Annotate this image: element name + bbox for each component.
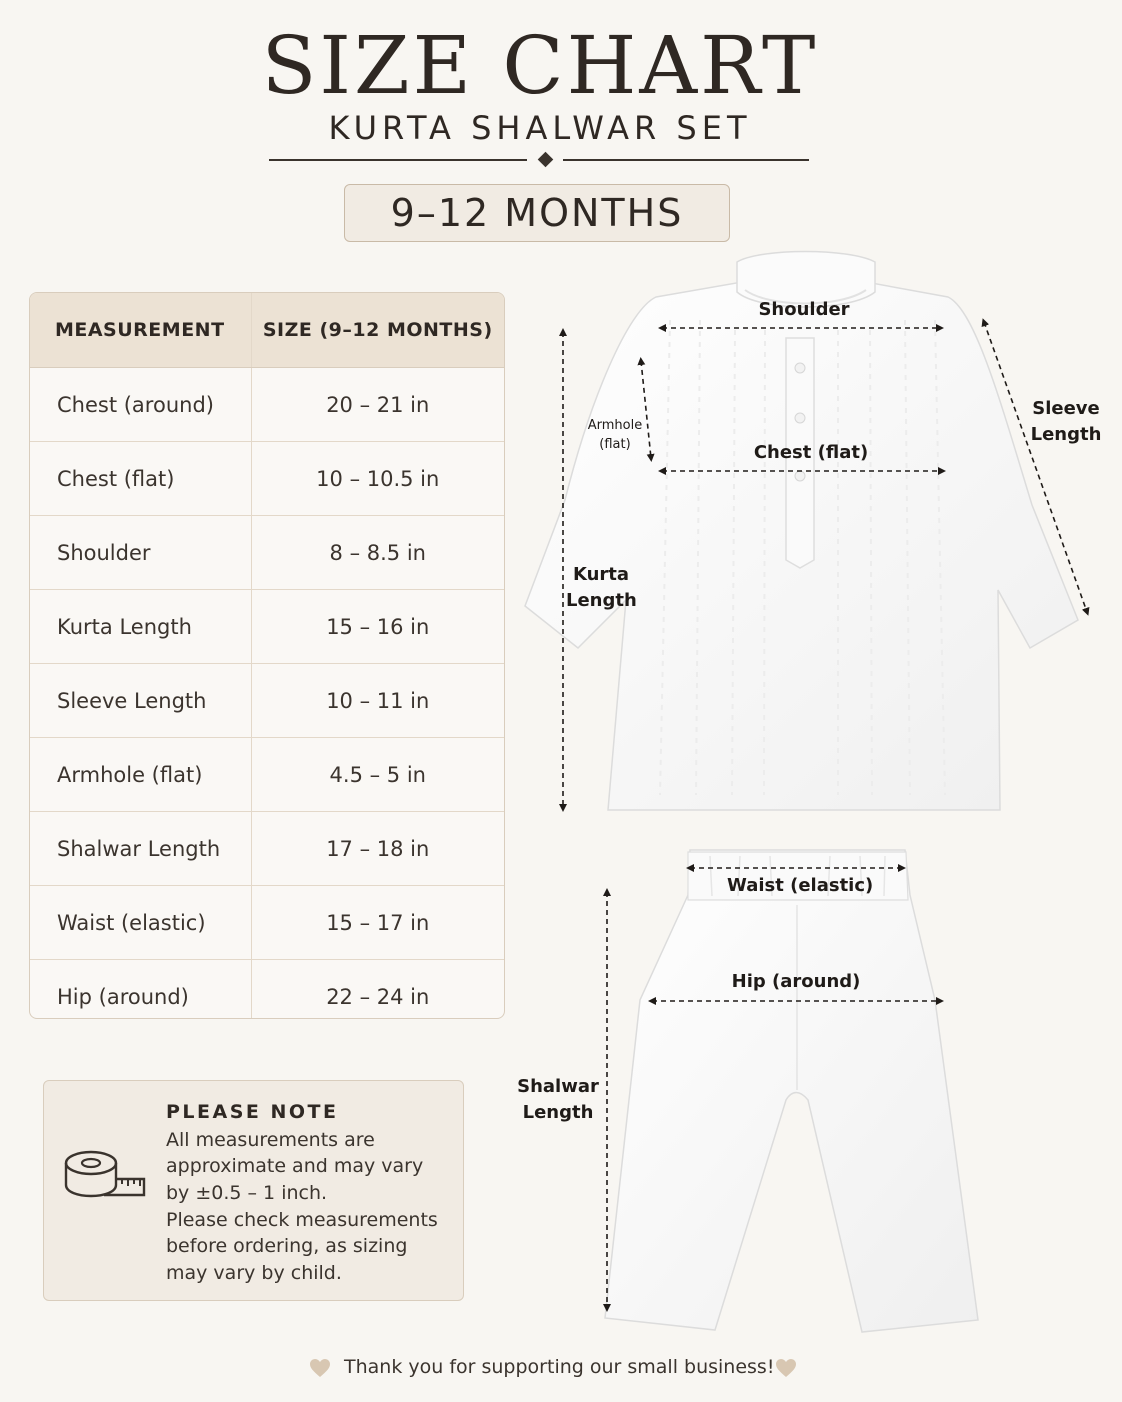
note-text-line: may vary by child. <box>166 1262 342 1284</box>
waist-label: Waist (elastic) <box>727 875 874 896</box>
footer-message: Thank you for supporting our small business! <box>344 1356 775 1378</box>
hip-label: Hip (around) <box>731 971 861 992</box>
note-text-line: before ordering, as sizing <box>166 1235 408 1257</box>
page-subtitle: KURTA SHALWAR SET <box>328 109 752 147</box>
note-text-line: approximate and may vary <box>166 1155 424 1177</box>
size-cell: 10 – 11 in <box>251 664 504 738</box>
note-title: PLEASE NOTE <box>166 1101 339 1123</box>
measurement-cell: Kurta Length <box>30 590 251 664</box>
armhole-label-line1: Armhole <box>587 418 643 433</box>
size-cell: 15 – 17 in <box>251 886 504 960</box>
size-cell: 8 – 8.5 in <box>251 516 504 590</box>
measurement-cell: Sleeve Length <box>30 664 251 738</box>
column-header-size: SIZE (9–12 MONTHS) <box>251 293 504 368</box>
shalwar-illustration <box>605 850 978 1332</box>
page-title: SIZE CHART <box>261 19 819 112</box>
sleeve-length-label-line1: Sleeve <box>1032 398 1100 419</box>
kurta-length-label-line1: Kurta <box>572 564 630 585</box>
armhole-label-line2: (flat) <box>599 437 631 452</box>
size-cell: 20 – 21 in <box>251 368 504 442</box>
measurement-cell: Chest (flat) <box>30 442 251 516</box>
size-cell: 17 – 18 in <box>251 812 504 886</box>
shoulder-label: Shoulder <box>758 299 850 320</box>
heart-icon <box>309 1358 331 1378</box>
chest-flat-label: Chest (flat) <box>753 442 869 463</box>
measurement-cell: Shoulder <box>30 516 251 590</box>
heart-icon <box>775 1358 797 1378</box>
shalwar-length-label-line1: Shalwar <box>517 1076 599 1097</box>
measurement-cell: Chest (around) <box>30 368 251 442</box>
kurta-illustration <box>525 252 1078 811</box>
measurement-cell: Shalwar Length <box>30 812 251 886</box>
measurement-cell: Waist (elastic) <box>30 886 251 960</box>
size-cell: 15 – 16 in <box>251 590 504 664</box>
measurement-cell: Armhole (flat) <box>30 738 251 812</box>
note-text-line: Please check measurements <box>166 1209 438 1231</box>
note-text-line: by ±0.5 – 1 inch. <box>166 1182 328 1204</box>
kurta-length-label-line2: Length <box>566 590 637 611</box>
note-text-line: All measurements are <box>166 1129 375 1151</box>
size-cell: 4.5 – 5 in <box>251 738 504 812</box>
sleeve-length-label-line2: Length <box>1030 424 1102 445</box>
column-header-measurement: MEASUREMENT <box>30 293 251 368</box>
shalwar-length-label-line2: Length <box>522 1102 594 1123</box>
size-badge: 9–12 MONTHS <box>344 184 730 242</box>
size-cell: 22 – 24 in <box>326 984 430 1009</box>
measurement-cell: Hip (around) <box>30 960 251 1020</box>
size-cell: 10 – 10.5 in <box>251 442 504 516</box>
